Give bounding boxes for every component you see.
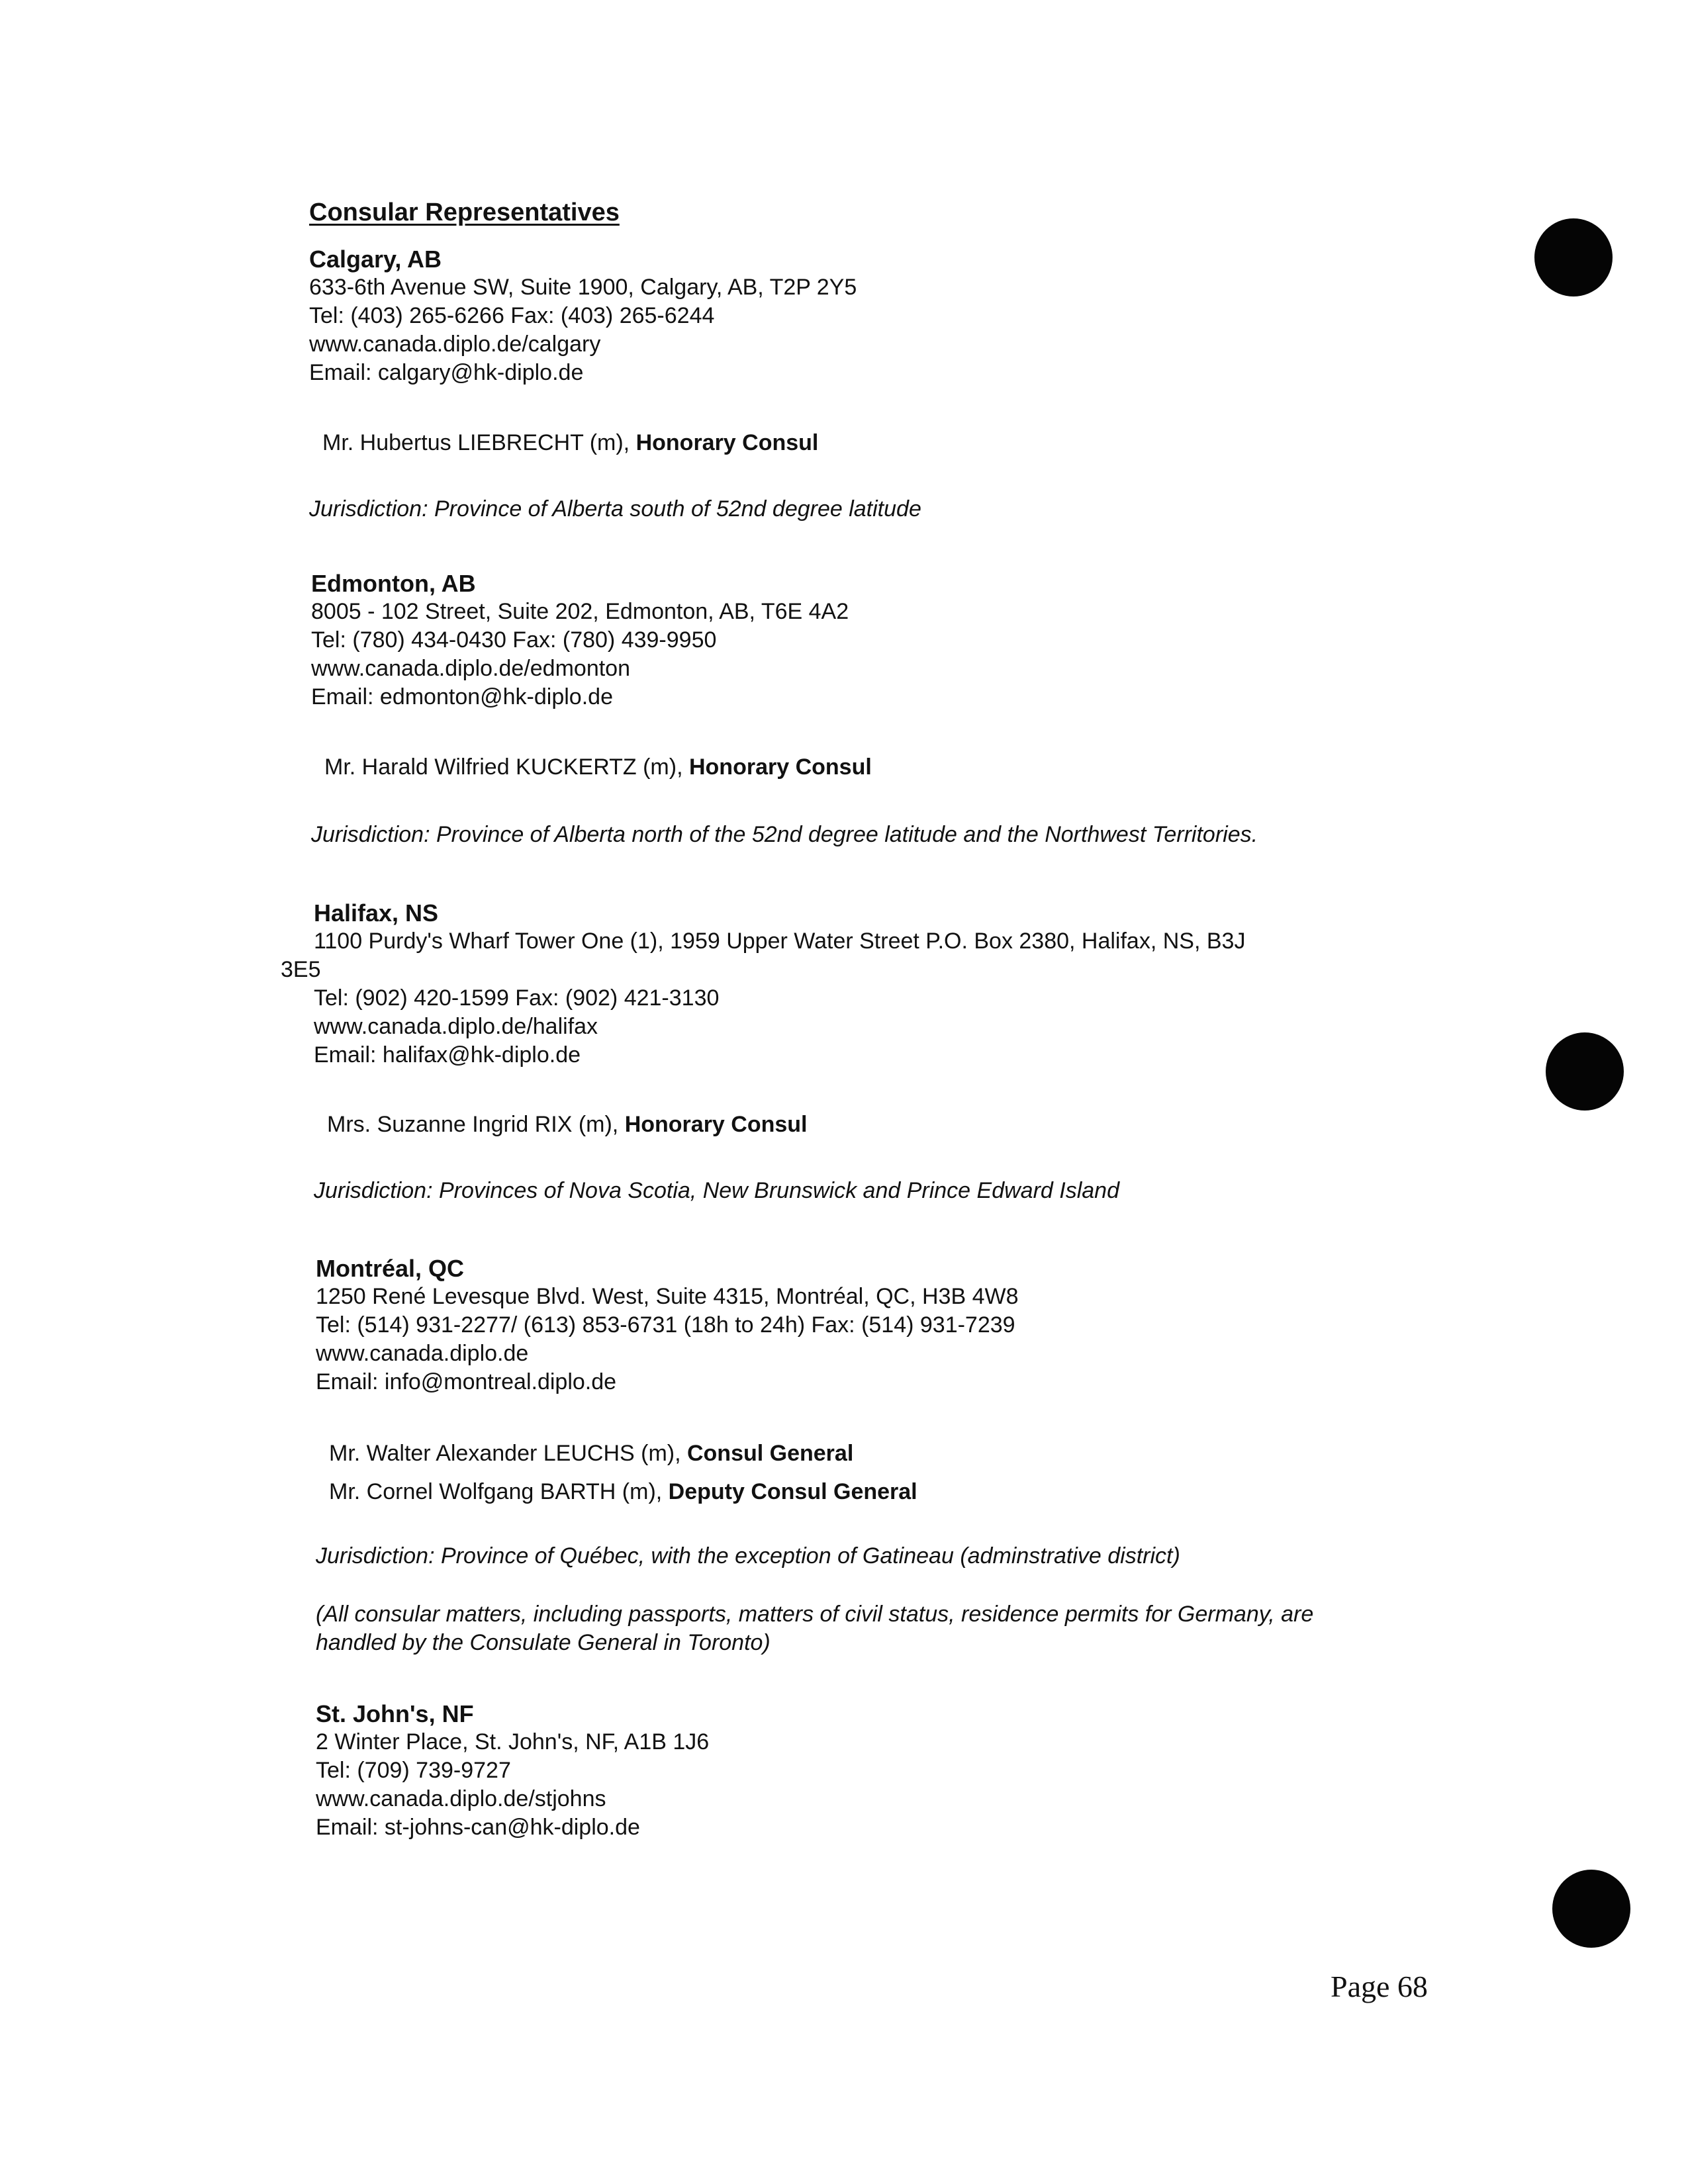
page-number: Page 68 <box>1331 1970 1428 2003</box>
city-name: Edmonton, AB <box>311 570 476 597</box>
website: www.canada.diplo.de/stjohns <box>316 1786 606 1811</box>
email: Email: calgary@hk-diplo.de <box>309 360 584 385</box>
jurisdiction-edmonton: Jurisdiction: Province of Alberta north of the 52nd degree latitude and the Northwest Territories. <box>311 822 1258 847</box>
official-edmonton <box>324 748 872 786</box>
email: Email: halifax@hk-diplo.de <box>314 1042 581 1068</box>
phone-fax: Tel: (902) 420-1599 Fax: (902) 421-3130 <box>314 985 720 1011</box>
address: 2 Winter Place, St. John's, NF, A1B 1J6 <box>316 1729 710 1754</box>
official-role: Honorary Consul <box>624 1112 808 1137</box>
consulate-montreal <box>316 1254 1019 1396</box>
consulate-calgary <box>309 245 857 387</box>
email: Email: edmonton@hk-diplo.de <box>311 684 613 709</box>
official-role: Deputy Consul General <box>668 1479 917 1504</box>
city-name: St. John's, NF <box>316 1700 474 1727</box>
official-name: Mr. Cornel Wolfgang BARTH (m), <box>329 1479 669 1504</box>
city-name: Calgary, AB <box>309 246 442 273</box>
jurisdiction-calgary: Jurisdiction: Province of Alberta south of 52nd degree latitude <box>309 496 921 522</box>
consular-matters-note: (All consular matters, including passports, matters of civil status, residence permits for Germany, are handled by the Consulate General in Toronto) <box>316 1602 1314 1655</box>
website: www.canada.diplo.de/calgary <box>309 332 601 357</box>
email: Email: info@montreal.diplo.de <box>316 1369 617 1394</box>
city-name: Montréal, QC <box>316 1255 465 1282</box>
address: 1250 René Levesque Blvd. West, Suite 4315, Montréal, QC, H3B 4W8 <box>316 1284 1019 1309</box>
phone-fax: Tel: (780) 434-0430 Fax: (780) 439-9950 <box>311 627 717 653</box>
official-halifax <box>327 1105 808 1144</box>
official-calgary <box>322 424 818 462</box>
consulate-st-johns <box>316 1700 709 1842</box>
address-continued: 3E5 <box>281 957 321 982</box>
address: 8005 - 102 Street, Suite 202, Edmonton, AB, T6E 4A2 <box>311 599 849 624</box>
official-role: Honorary Consul <box>688 754 872 780</box>
official-montreal-1 <box>329 1434 853 1473</box>
website: www.canada.diplo.de/edmonton <box>311 656 630 681</box>
jurisdiction-montreal: Jurisdiction: Province of Québec, with the exception of Gatineau (adminstrative district) <box>316 1543 1180 1569</box>
official-role: Consul General <box>686 1441 854 1466</box>
phone-fax: Tel: (403) 265-6266 Fax: (403) 265-6244 <box>309 303 715 328</box>
official-role: Honorary Consul <box>635 430 819 455</box>
punch-hole <box>1552 1870 1630 1948</box>
section-heading: Consular Representatives <box>309 199 620 226</box>
address: 1100 Purdy's Wharf Tower One (1), 1959 Upper Water Street P.O. Box 2380, Halifax, NS, B3J <box>314 929 1246 954</box>
city-name: Halifax, NS <box>314 899 439 927</box>
consulate-edmonton <box>311 569 849 711</box>
consulate-halifax <box>281 899 1246 1069</box>
official-name: Mr. Harald Wilfried KUCKERTZ (m), <box>324 754 689 780</box>
website: www.canada.diplo.de <box>316 1341 529 1366</box>
official-name: Mr. Walter Alexander LEUCHS (m), <box>329 1441 687 1466</box>
phone-fax: Tel: (514) 931-2277/ (613) 853-6731 (18h to 24h) Fax: (514) 931-7239 <box>316 1312 1015 1338</box>
official-name: Mr. Hubertus LIEBRECHT (m), <box>322 430 636 455</box>
phone-fax: Tel: (709) 739-9727 <box>316 1758 511 1783</box>
website: www.canada.diplo.de/halifax <box>314 1014 598 1039</box>
official-name: Mrs. Suzanne Ingrid RIX (m), <box>327 1112 625 1137</box>
punch-hole <box>1546 1032 1624 1111</box>
official-montreal-2 <box>329 1473 917 1511</box>
punch-hole <box>1534 218 1613 296</box>
email: Email: st-johns-can@hk-diplo.de <box>316 1815 640 1840</box>
jurisdiction-halifax: Jurisdiction: Provinces of Nova Scotia, New Brunswick and Prince Edward Island <box>314 1178 1119 1203</box>
address: 633-6th Avenue SW, Suite 1900, Calgary, AB, T2P 2Y5 <box>309 275 857 300</box>
